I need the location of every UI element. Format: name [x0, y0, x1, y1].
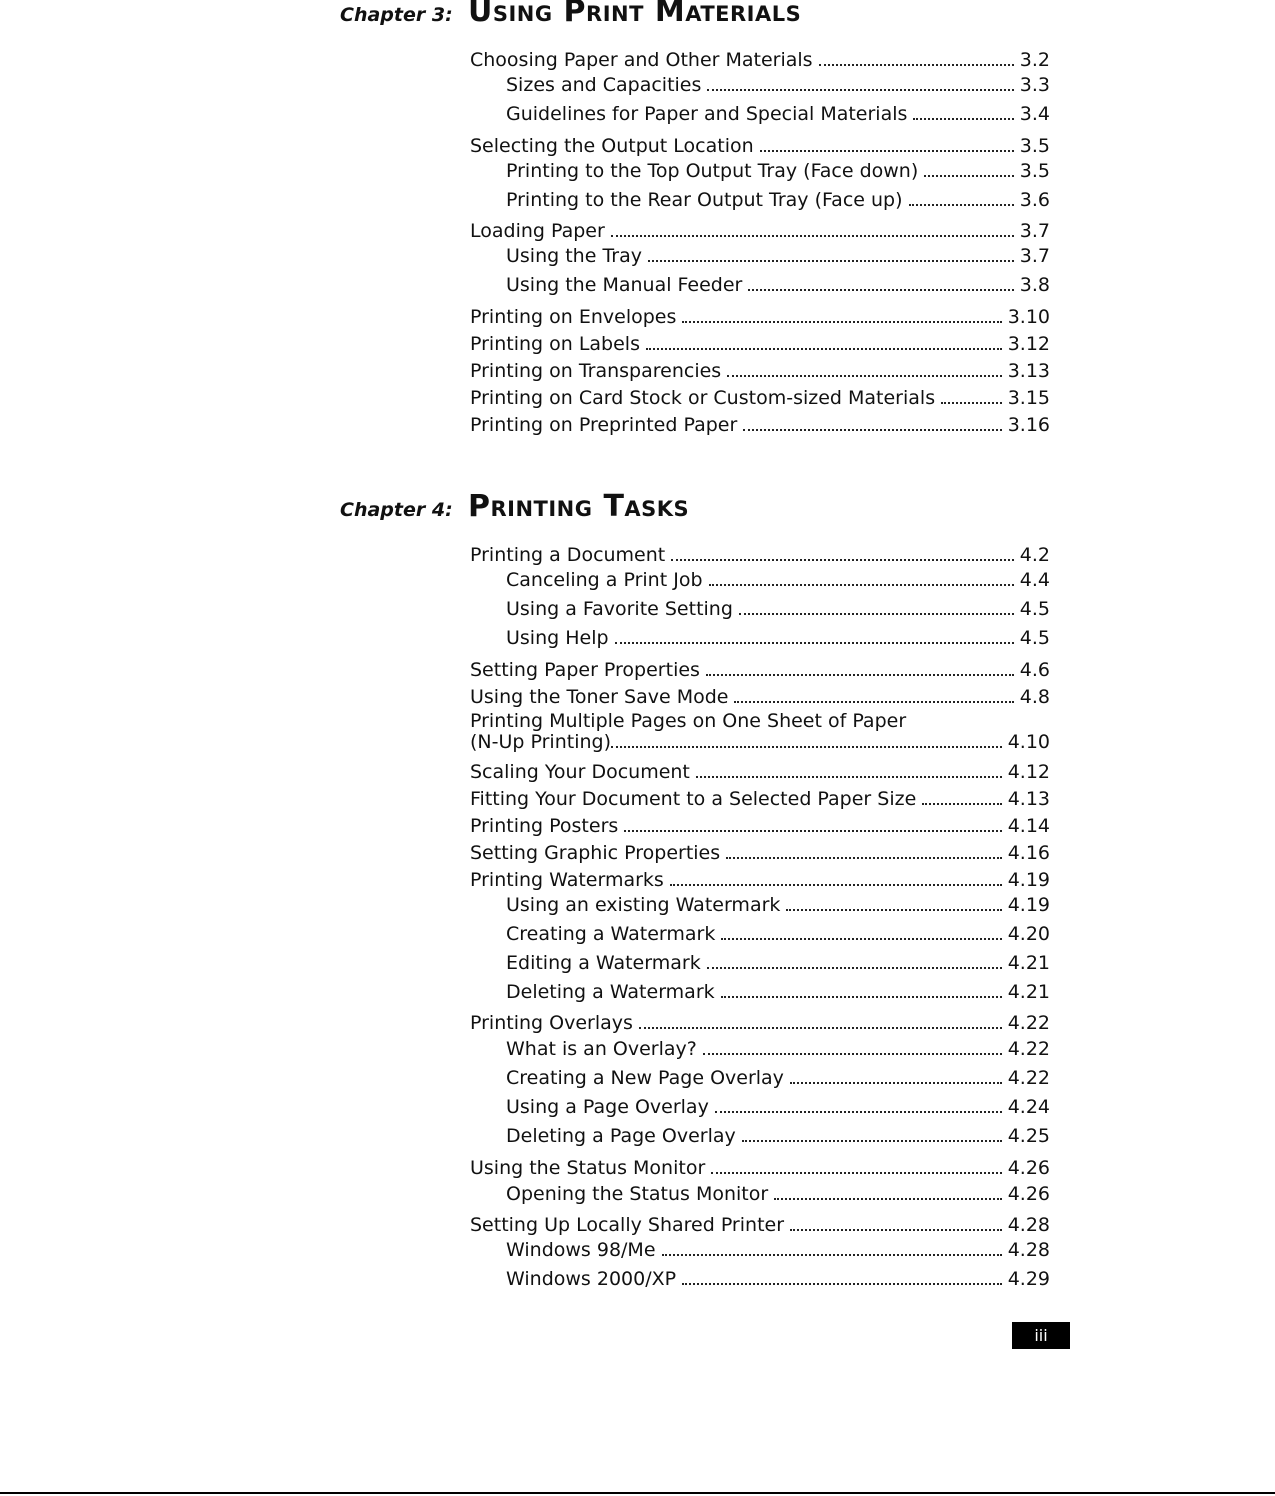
- dot-leader: [615, 642, 1014, 644]
- toc-entry-page: 3.5: [1019, 160, 1050, 182]
- toc-entry-title: Printing Overlays: [470, 1012, 633, 1034]
- toc-entry-title: Scaling Your Document: [470, 761, 690, 783]
- toc-entry-page: 4.13: [1007, 788, 1050, 810]
- toc-entry-page: 4.19: [1007, 894, 1050, 916]
- dot-leader: [662, 1254, 1002, 1256]
- dot-leader: [707, 89, 1013, 91]
- toc-entry-page: 4.22: [1007, 1067, 1050, 1089]
- toc-entry-title: Using the Manual Feeder: [506, 274, 743, 296]
- toc-entry-title: Deleting a Page Overlay: [506, 1125, 736, 1147]
- toc-entry: [470, 331, 1050, 355]
- chapter-label: Chapter 3:: [340, 4, 453, 26]
- dot-leader: [819, 64, 1014, 66]
- toc-entry-page: 4.4: [1019, 569, 1050, 591]
- toc-entry-page: 3.7: [1019, 245, 1050, 267]
- toc-entry-page: 4.21: [1007, 952, 1050, 974]
- toc-entry-page: 3.6: [1019, 189, 1050, 211]
- dot-leader: [703, 1053, 1002, 1055]
- toc-entry-page: 4.21: [1007, 981, 1050, 1003]
- dot-leader: [760, 150, 1014, 152]
- toc-entry-title: Windows 2000/XP: [506, 1268, 677, 1290]
- dot-leader: [909, 204, 1014, 206]
- toc-entry-page: 3.7: [1019, 220, 1050, 242]
- toc-entry-title: Creating a Watermark: [506, 923, 716, 945]
- dot-leader: [611, 235, 1014, 237]
- toc-entry-page: 4.10: [1007, 731, 1050, 753]
- dot-leader: [711, 1172, 1001, 1174]
- toc-entry-page: 4.5: [1019, 598, 1050, 620]
- toc-entry-page: 3.5: [1019, 135, 1050, 157]
- toc-entry: [470, 657, 1050, 681]
- dot-leader: [727, 375, 1002, 377]
- toc-entry-page: 3.10: [1007, 306, 1050, 328]
- toc-subentry: [506, 1065, 1050, 1089]
- toc-entry: [470, 684, 1050, 708]
- toc-entry-title: Fitting Your Document to a Selected Paper Size: [470, 788, 917, 810]
- toc-entry-page: 4.26: [1007, 1183, 1050, 1205]
- footer-rule: [0, 1492, 1275, 1494]
- toc-entry-page: 4.29: [1007, 1268, 1050, 1290]
- dot-leader: [721, 938, 1001, 940]
- toc-entry: [470, 840, 1050, 864]
- toc-entry-title: Using a Page Overlay: [506, 1096, 709, 1118]
- toc-subentry: [506, 72, 1050, 96]
- toc-entry: [470, 867, 1050, 891]
- toc-entry-page: 3.4: [1019, 103, 1050, 125]
- toc-entry-page: 4.8: [1019, 686, 1050, 708]
- toc-subentry: [506, 272, 1050, 296]
- toc-entry-title: Using an existing Watermark: [506, 894, 781, 916]
- toc-subentry: [506, 625, 1050, 649]
- toc-entry-page: 4.25: [1007, 1125, 1050, 1147]
- dot-leader: [743, 429, 1001, 431]
- toc-entry-title: Windows 98/Me: [506, 1239, 656, 1261]
- dot-leader: [913, 118, 1013, 120]
- toc-subentry: [506, 979, 1050, 1003]
- dot-leader: [648, 260, 1014, 262]
- toc-entry: [470, 385, 1050, 409]
- toc-entry-page: 4.22: [1007, 1012, 1050, 1034]
- toc-entry-page: 4.5: [1019, 627, 1050, 649]
- toc-entry: [470, 1212, 1050, 1236]
- dot-leader: [774, 1198, 1001, 1200]
- dot-leader: [941, 402, 1002, 404]
- dot-leader: [734, 701, 1013, 703]
- toc-subentry: [506, 950, 1050, 974]
- toc-entry: [470, 133, 1050, 157]
- toc-entry-title: Creating a New Page Overlay: [506, 1067, 784, 1089]
- dot-leader: [646, 348, 1002, 350]
- toc-entry-title: Setting Paper Properties: [470, 659, 700, 681]
- toc-subentry: [506, 892, 1050, 916]
- toc-entry: [470, 1010, 1050, 1034]
- toc-entry-page: 4.28: [1007, 1239, 1050, 1261]
- toc-entry-title: Printing on Card Stock or Custom-sized Materials: [470, 387, 936, 409]
- toc-entry-title: Using the Status Monitor: [470, 1157, 706, 1179]
- toc-entry-title: Printing on Envelopes: [470, 306, 677, 328]
- chapter-title: Using Print Materials: [468, 0, 802, 29]
- toc-subentry: [506, 187, 1050, 211]
- dot-leader: [611, 746, 1002, 748]
- toc-entry-page: 3.13: [1007, 360, 1050, 382]
- toc-entry-title: Guidelines for Paper and Special Materials: [506, 103, 908, 125]
- toc-entry-title: Opening the Status Monitor: [506, 1183, 769, 1205]
- toc-entry-title-continued: (N-Up Printing): [470, 731, 611, 753]
- dot-leader: [748, 289, 1013, 291]
- toc-entry: [470, 304, 1050, 328]
- dot-leader: [790, 1229, 1002, 1231]
- dot-leader: [786, 909, 1001, 911]
- dot-leader: [922, 803, 1001, 805]
- toc-entry: [470, 542, 1050, 566]
- toc-entry: [470, 218, 1050, 242]
- toc-entry-title: Printing Multiple Pages on One Sheet of Paper: [470, 710, 907, 732]
- dot-leader: [706, 674, 1014, 676]
- dot-leader: [924, 175, 1014, 177]
- toc-entry-title: Printing on Preprinted Paper: [470, 414, 738, 436]
- toc-subentry: [506, 158, 1050, 182]
- dot-leader: [707, 967, 1002, 969]
- chapter-label: Chapter 4:: [340, 499, 453, 521]
- toc-entry-title: Printing a Document: [470, 544, 666, 566]
- toc-entry-page: 3.2: [1019, 49, 1050, 71]
- toc-entry: [470, 759, 1050, 783]
- toc-entry-page: 3.12: [1007, 333, 1050, 355]
- toc-entry-page: 3.3: [1019, 74, 1050, 96]
- toc-entry: [470, 358, 1050, 382]
- toc-entry-title: Printing to the Top Output Tray (Face down): [506, 160, 919, 182]
- toc-entry-title: Printing to the Rear Output Tray (Face up): [506, 189, 903, 211]
- dot-leader: [682, 1283, 1002, 1285]
- toc-entry-page: 4.2: [1019, 544, 1050, 566]
- toc-entry-page: 4.14: [1007, 815, 1050, 837]
- dot-leader: [742, 1140, 1002, 1142]
- toc-entry: [470, 711, 1050, 753]
- toc-entry-title: Printing Watermarks: [470, 869, 664, 891]
- toc-entry-page: 4.19: [1007, 869, 1050, 891]
- toc-entry-page: 4.26: [1007, 1157, 1050, 1179]
- dot-leader: [739, 613, 1014, 615]
- toc-subentry: [506, 1266, 1050, 1290]
- toc-entry: [470, 813, 1050, 837]
- toc-entry-title: Loading Paper: [470, 220, 605, 242]
- dot-leader: [624, 830, 1001, 832]
- toc-entry-title: Printing on Transparencies: [470, 360, 722, 382]
- dot-leader: [639, 1027, 1002, 1029]
- dot-leader: [682, 321, 1001, 323]
- toc-entry: [470, 1155, 1050, 1179]
- toc-entry-title: Using the Toner Save Mode: [470, 686, 729, 708]
- dot-leader: [670, 884, 1002, 886]
- toc-entry: [470, 412, 1050, 436]
- toc-subentry: [506, 1036, 1050, 1060]
- toc-entry-page: 4.12: [1007, 761, 1050, 783]
- toc-subentry: [506, 596, 1050, 620]
- dot-leader: [715, 1111, 1002, 1113]
- toc-entry-page: 3.15: [1007, 387, 1050, 409]
- toc-entry-title: Using Help: [506, 627, 609, 649]
- toc-entry-page: 4.28: [1007, 1214, 1050, 1236]
- toc-entry-page: 3.16: [1007, 414, 1050, 436]
- toc-entry-title: Selecting the Output Location: [470, 135, 754, 157]
- chapter-title: Printing Tasks: [468, 489, 690, 524]
- toc-entry-page: 4.6: [1019, 659, 1050, 681]
- toc-entry: [470, 786, 1050, 810]
- toc-entry: [470, 47, 1050, 71]
- toc-entry-title: What is an Overlay?: [506, 1038, 697, 1060]
- dot-leader: [790, 1082, 1002, 1084]
- toc-entry-title: Printing Posters: [470, 815, 619, 837]
- toc-subentry: [506, 1181, 1050, 1205]
- toc-entry-title: Printing on Labels: [470, 333, 640, 355]
- toc-entry-title: Sizes and Capacities: [506, 74, 702, 96]
- toc-subentry: [506, 243, 1050, 267]
- toc-subentry: [506, 921, 1050, 945]
- toc-subentry: [506, 1123, 1050, 1147]
- toc-entry-page: 4.22: [1007, 1038, 1050, 1060]
- dot-leader: [709, 584, 1014, 586]
- toc-subentry: [506, 1094, 1050, 1118]
- dot-leader: [671, 559, 1014, 561]
- toc-entry-title: Editing a Watermark: [506, 952, 701, 974]
- toc-entry-title: Using a Favorite Setting: [506, 598, 733, 620]
- toc-entry-page: 3.8: [1019, 274, 1050, 296]
- toc-entry-title: Using the Tray: [506, 245, 642, 267]
- toc-entry-title: Canceling a Print Job: [506, 569, 703, 591]
- dot-leader: [721, 996, 1002, 998]
- page-number-badge: iii: [1012, 1322, 1070, 1349]
- dot-leader: [696, 776, 1002, 778]
- toc-entry-page: 4.16: [1007, 842, 1050, 864]
- toc-subentry: [506, 567, 1050, 591]
- toc-entry-page: 4.24: [1007, 1096, 1050, 1118]
- toc-entry-title: Deleting a Watermark: [506, 981, 715, 1003]
- toc-entry-title: Setting Graphic Properties: [470, 842, 721, 864]
- toc-entry-page: 4.20: [1007, 923, 1050, 945]
- dot-leader: [726, 857, 1002, 859]
- toc-subentry: [506, 101, 1050, 125]
- toc-subentry: [506, 1237, 1050, 1261]
- toc-entry-title: Setting Up Locally Shared Printer: [470, 1214, 785, 1236]
- toc-entry-title: Choosing Paper and Other Materials: [470, 49, 813, 71]
